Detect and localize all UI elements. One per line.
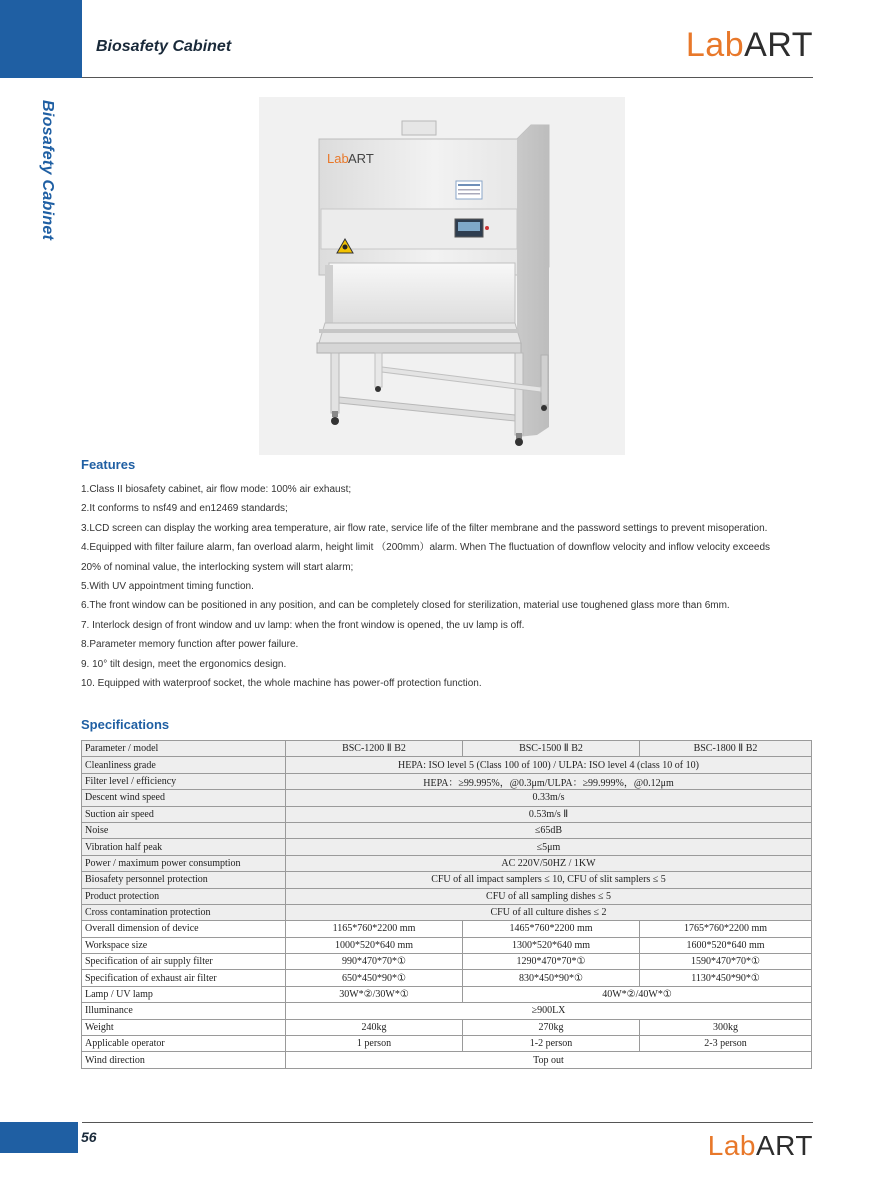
- row-label: Weight: [82, 1019, 286, 1035]
- row-value: 1165*760*2200 mm: [286, 921, 463, 937]
- table-row: [82, 904, 812, 920]
- row-value: 270kg: [463, 1019, 640, 1035]
- table-row: [82, 773, 812, 789]
- cabinet-logo-art: ART: [348, 151, 374, 166]
- feature-item: 8.Parameter memory function after power failure.: [81, 639, 299, 651]
- table-row: [82, 986, 812, 1002]
- feature-item: 4.Equipped with filter failure alarm, fan overload alarm, height limit （200mm）alarm. When The fluctuation of downflow velocity and inflow velocity exceeds 20% of nominal value, the interlocking system will start alarm;: [81, 542, 771, 573]
- row-label: Vibration half peak: [82, 839, 286, 855]
- row-label: Cleanliness grade: [82, 757, 286, 773]
- row-label: Workspace size: [82, 937, 286, 953]
- row-value: 300kg: [640, 1019, 812, 1035]
- row-value: Top out: [286, 1052, 812, 1068]
- specifications-table: [81, 740, 812, 1069]
- row-label: Descent wind speed: [82, 790, 286, 806]
- table-header-row: [82, 741, 812, 757]
- table-row: [82, 1036, 812, 1052]
- row-value: 1590*470*70*①: [640, 954, 812, 970]
- row-label: Biosafety personnel protection: [82, 872, 286, 888]
- table-row: [82, 872, 812, 888]
- row-value: AC 220V/50HZ / 1KW: [286, 855, 812, 871]
- row-label: Power / maximum power consumption: [82, 855, 286, 871]
- table-row: [82, 839, 812, 855]
- row-value: CFU of all impact samplers ≤ 10, CFU of slit samplers ≤ 5: [286, 872, 812, 888]
- row-value: 2-3 person: [640, 1036, 812, 1052]
- table-header-cell: Parameter / model: [82, 741, 286, 757]
- row-label: Applicable operator: [82, 1036, 286, 1052]
- table-row: [82, 757, 812, 773]
- table-header-cell: BSC-1800 Ⅱ B2: [640, 741, 812, 757]
- row-value: CFU of all culture dishes ≤ 2: [286, 904, 812, 920]
- row-value: 1130*450*90*①: [640, 970, 812, 986]
- table-row: [82, 1003, 812, 1019]
- row-value: ≤5μm: [286, 839, 812, 855]
- header-color-block: [0, 0, 82, 78]
- row-value: HEPA: ISO level 5 (Class 100 of 100) / ULPA: ISO level 4 (class 10 of 10): [286, 757, 812, 773]
- row-value: 650*450*90*①: [286, 970, 463, 986]
- row-label: Noise: [82, 822, 286, 838]
- row-value: 30W*②/30W*①: [286, 986, 463, 1002]
- row-value: 1-2 person: [463, 1036, 640, 1052]
- table-header-cell: BSC-1200 Ⅱ B2: [286, 741, 463, 757]
- feature-item: 10. Equipped with waterproof socket, the whole machine has power-off protection function.: [81, 678, 482, 690]
- table-row: [82, 970, 812, 986]
- table-row: [82, 954, 812, 970]
- row-value: 1000*520*640 mm: [286, 937, 463, 953]
- logo-art-text: ART: [744, 26, 813, 64]
- feature-item: 6.The front window can be positioned in any position, and can be completely closed for sterilization, material use toughened glass more than 6mm.: [81, 600, 730, 612]
- row-value: 40W*②/40W*①: [463, 986, 812, 1002]
- features-heading: Features: [81, 457, 136, 472]
- row-value: 990*470*70*①: [286, 954, 463, 970]
- row-value: ≥900LX: [286, 1003, 812, 1019]
- row-value: HEPA：≥99.995%，@0.3μm/ULPA：≥99.999%，@0.12μm: [286, 773, 812, 789]
- header-divider: [82, 77, 813, 78]
- brand-logo-top: [686, 26, 813, 65]
- brand-logo-bottom: [708, 1130, 813, 1162]
- row-value: 1300*520*640 mm: [463, 937, 640, 953]
- row-label: Wind direction: [82, 1052, 286, 1068]
- table-row: [82, 1019, 812, 1035]
- feature-item: 3.LCD screen can display the working area temperature, air flow rate, service life of the filter membrane and the password settings to prevent misoperation.: [81, 522, 768, 534]
- row-value: 0.53m/s Ⅱ: [286, 806, 812, 822]
- features-list: [81, 480, 781, 693]
- table-header-cell: BSC-1500 Ⅱ B2: [463, 741, 640, 757]
- row-value: 1 person: [286, 1036, 463, 1052]
- row-label: Illuminance: [82, 1003, 286, 1019]
- table-row: [82, 855, 812, 871]
- header-title: Biosafety Cabinet: [96, 38, 232, 55]
- specifications-heading: Specifications: [81, 717, 170, 732]
- row-label: Product protection: [82, 888, 286, 904]
- biosafety-cabinet-illustration: [259, 97, 625, 455]
- row-label: Specification of air supply filter: [82, 954, 286, 970]
- table-row: [82, 937, 812, 953]
- feature-item: 9. 10° tilt design, meet the ergonomics design.: [81, 658, 287, 670]
- row-value: 240kg: [286, 1019, 463, 1035]
- row-value: ≤65dB: [286, 822, 812, 838]
- row-value: CFU of all sampling dishes ≤ 5: [286, 888, 812, 904]
- table-row: [82, 806, 812, 822]
- table-row: [82, 822, 812, 838]
- row-label: Overall dimension of device: [82, 921, 286, 937]
- row-value: 830*450*90*①: [463, 970, 640, 986]
- product-photo: [259, 97, 625, 455]
- footer-divider: [82, 1122, 813, 1123]
- table-row: [82, 921, 812, 937]
- row-value: 0.33m/s: [286, 790, 812, 806]
- row-label: Suction air speed: [82, 806, 286, 822]
- cabinet-logo-lab: Lab: [327, 151, 349, 166]
- logo-lab-text: Lab: [707, 1130, 756, 1161]
- row-label: Lamp / UV lamp: [82, 986, 286, 1002]
- feature-item: 5.With UV appointment timing function.: [81, 581, 254, 593]
- side-title: Biosafety Cabinet: [39, 100, 56, 241]
- row-value: 1290*470*70*①: [463, 954, 640, 970]
- feature-item: 7. Interlock design of front window and uv lamp: when the front window is opened, the uv lamp is off.: [81, 619, 525, 631]
- table-row: [82, 888, 812, 904]
- feature-item: 2.It conforms to nsf49 and en12469 standards;: [81, 503, 288, 515]
- row-label: Filter level / efficiency: [82, 773, 286, 789]
- table-row: [82, 1052, 812, 1068]
- page-number: 56: [81, 1129, 97, 1145]
- row-value: 1600*520*640 mm: [640, 937, 812, 953]
- row-label: Specification of exhaust air filter: [82, 970, 286, 986]
- footer-color-block: [0, 1122, 78, 1153]
- feature-item: 1.Class II biosafety cabinet, air flow mode: 100% air exhaust;: [81, 484, 352, 495]
- logo-lab-text: Lab: [685, 26, 745, 64]
- row-value: 1765*760*2200 mm: [640, 921, 812, 937]
- row-label: Cross contamination protection: [82, 904, 286, 920]
- row-value: 1465*760*2200 mm: [463, 921, 640, 937]
- logo-art-text: ART: [756, 1130, 813, 1161]
- table-row: [82, 790, 812, 806]
